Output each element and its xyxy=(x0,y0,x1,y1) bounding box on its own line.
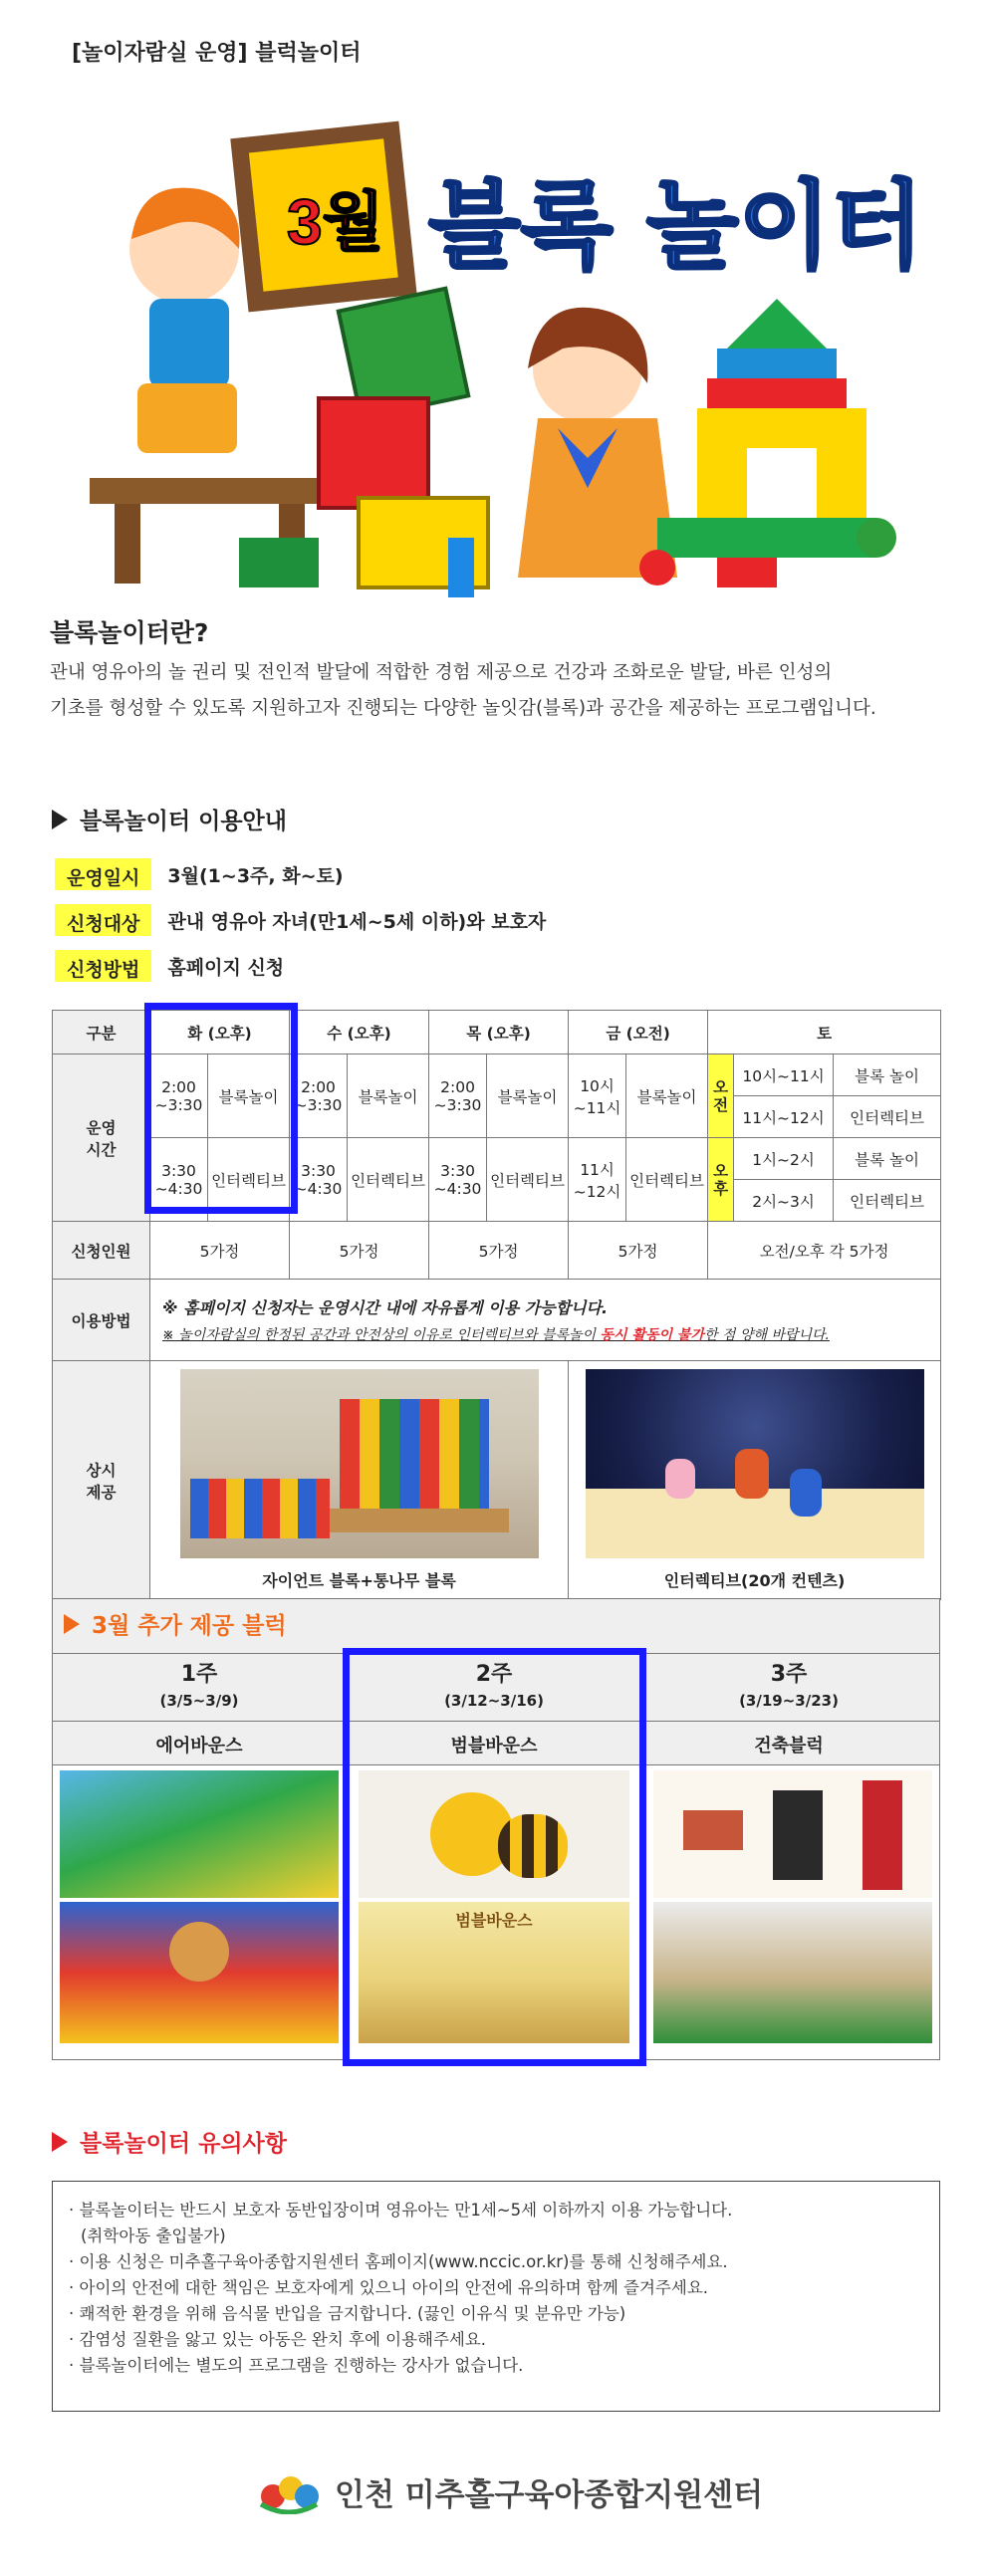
week-dates: (3/5~3/9) xyxy=(159,1692,239,1710)
activity-cell: 인터렉티브 xyxy=(487,1138,569,1222)
time-cell: 2시~3시 xyxy=(734,1180,834,1222)
note-text: 감염성 질환을 앓고 있는 아동은 완치 후에 이용해주세요. xyxy=(79,2330,487,2349)
info-row-method xyxy=(55,946,284,986)
time-cell: 3:30 ~4:30 xyxy=(150,1138,208,1222)
note-item: · 블록놀이터에는 별도의 프로그램을 진행하는 강사가 없습니다. xyxy=(69,2356,524,2375)
row-label-usage: 이용방법 xyxy=(53,1280,150,1361)
air-bounce-photo-2 xyxy=(60,1902,339,2043)
info-value: 홈페이지 신청 xyxy=(167,956,285,979)
week-dates: (3/19~3/23) xyxy=(739,1692,839,1710)
usage-warning: 동시 활동이 불가 xyxy=(600,1327,704,1343)
header-tue: 화 (오후) xyxy=(150,1011,290,1054)
extra-title: 3월 추가 제공 블럭 xyxy=(92,1613,287,1639)
note-text: 아이의 안전에 대한 책임은 보호자에게 있으니 아이의 안전에 유의하며 함께 즐겨주세요. xyxy=(79,2278,708,2297)
guide-heading xyxy=(52,803,287,835)
activity-cell: 블록 놀이 xyxy=(834,1138,941,1180)
interactive-photo xyxy=(586,1369,924,1558)
org-name: 인천 미추홀구육아종합지원센터 xyxy=(335,2477,764,2513)
hero-title: 블록 놀이터 xyxy=(428,170,924,282)
permanent-caption: 자이언트 블록+통나무 블록 xyxy=(262,1571,456,1590)
time-cell: 10시~11시 xyxy=(734,1054,834,1096)
header-thu: 목 (오후) xyxy=(429,1011,569,1054)
about-line-1: 관내 영유아의 놀 권리 및 전인적 발달에 적합한 경험 제공으로 건강과 조화로운 발달, 바른 인성의 xyxy=(50,662,833,683)
capacity-cell: 5가정 xyxy=(290,1222,429,1280)
permanent-giant-block xyxy=(150,1361,569,1600)
note-item xyxy=(69,2224,923,2249)
hero-illustration xyxy=(60,100,936,617)
activity-cell: 인터렉티브 xyxy=(834,1180,941,1222)
time-cell: 3:30 ~4:30 xyxy=(429,1138,487,1222)
page-title: [놀이자람실 운영] 블럭놀이터 xyxy=(72,41,362,66)
note-text: 쾌적한 환경을 위해 음식물 반입을 금지합니다. (끓인 이유식 및 분유만 가능) xyxy=(79,2304,626,2323)
note-item: · 쾌적한 환경을 위해 음식물 반입을 금지합니다. (끓인 이유식 및 분유만 가능) xyxy=(69,2304,626,2323)
info-value: 3월(1~3주, 화~토) xyxy=(167,864,344,887)
activity-cell: 블록 놀이 xyxy=(834,1054,941,1096)
note-text: 블록놀이터에는 별도의 프로그램을 진행하는 강사가 없습니다. xyxy=(79,2356,524,2375)
activity-cell: 인터렉티브 xyxy=(348,1138,429,1222)
usage-line-2 xyxy=(162,1324,940,1344)
row-label-capacity: 신청인원 xyxy=(53,1222,150,1280)
header-wed: 수 (오후) xyxy=(290,1011,429,1054)
triangle-icon xyxy=(52,810,68,829)
time-cell: 1시~2시 xyxy=(734,1138,834,1180)
building-block-photo-1 xyxy=(653,1770,932,1898)
activity-cell: 블록놀이 xyxy=(626,1054,708,1138)
week2-highlight-frame xyxy=(343,1648,646,2066)
capacity-cell: 5가정 xyxy=(150,1222,290,1280)
time-cell: 2:00 ~3:30 xyxy=(429,1054,487,1138)
bumble-banner-text: 범블바운스 xyxy=(455,1911,533,1930)
about-line-2: 기초를 형성할 수 있도록 지원하고자 진행되는 다양한 놀잇감(블록)과 공간을 제공하는 프로그램입니다. xyxy=(50,698,876,719)
table-row xyxy=(53,1280,941,1361)
capacity-cell: 5가정 xyxy=(569,1222,708,1280)
note-text: 블록놀이터는 반드시 보호자 동반입장이며 영유아는 만1세~5세 이하까지 이용 가능합니다. xyxy=(79,2201,733,2220)
notes-box xyxy=(52,2181,940,2412)
week-3-header xyxy=(641,1657,936,1710)
footer xyxy=(257,2469,763,2514)
note-text: 이용 신청은 미추홀구육아종합지원센터 홈페이지(www.nccic.or.kr)를 통해 신청해주세요. xyxy=(79,2252,728,2271)
info-row-target xyxy=(55,900,546,940)
usage-text: 한 점 양해 바랍니다. xyxy=(703,1327,830,1343)
usage-text: ※ 놀이자람실의 한정된 공간과 안전상의 이유로 인터렉티브와 블록놀이 xyxy=(162,1327,601,1343)
activity-cell: 인터렉티브 xyxy=(626,1138,708,1222)
time-cell: 10시 ~11시 xyxy=(569,1054,626,1138)
week-label: 3주 xyxy=(770,1662,808,1687)
info-label: 운영일시 xyxy=(55,858,151,890)
info-row-date xyxy=(55,854,344,894)
usage-cell xyxy=(150,1280,941,1361)
week-1-name: 에어바운스 xyxy=(155,1736,243,1756)
triangle-icon xyxy=(52,2132,68,2152)
activity-cell: 블록놀이 xyxy=(348,1054,429,1138)
info-label: 신청대상 xyxy=(55,904,151,936)
giant-block-photo xyxy=(180,1369,539,1558)
time-cell: 3:30 ~4:30 xyxy=(290,1138,348,1222)
header-fri: 금 (오전) xyxy=(569,1011,708,1054)
pm-badge: 오 후 xyxy=(708,1138,734,1222)
building-block-photo-2 xyxy=(653,1902,932,2043)
row-label-permanent: 상시 제공 xyxy=(53,1361,150,1600)
week-2-name: 범블바운스 xyxy=(450,1736,538,1756)
capacity-cell: 오전/오후 각 5가정 xyxy=(708,1222,941,1280)
week-label: 1주 xyxy=(180,1662,218,1687)
note-text: (취학아동 출입불가) xyxy=(81,2226,226,2245)
table-row xyxy=(53,1361,941,1600)
guide-title: 블록놀이터 이용안내 xyxy=(80,809,287,834)
am-badge: 오 전 xyxy=(708,1054,734,1138)
usage-line-1: ※ 홈페이지 신청자는 운영시간 내에 자유롭게 이용 가능합니다. xyxy=(162,1298,609,1317)
row-label-hours: 운영 시간 xyxy=(53,1054,150,1222)
info-label: 신청방법 xyxy=(55,950,151,982)
note-item: · 아이의 안전에 대한 책임은 보호자에게 있으니 아이의 안전에 유의하며 함께 즐겨주세요. xyxy=(69,2278,708,2297)
note-item: · 블록놀이터는 반드시 보호자 동반입장이며 영유아는 만1세~5세 이하까지 이용 가능합니다. xyxy=(69,2201,733,2220)
about-title: 블록놀이터란? xyxy=(50,618,209,647)
week-label: 2주 xyxy=(475,1662,513,1687)
week-1-header xyxy=(52,1657,347,1710)
time-cell: 11시 ~12시 xyxy=(569,1138,626,1222)
table-row xyxy=(53,1222,941,1280)
hero-month: 3월 xyxy=(287,186,384,258)
notes-title: 블록놀이터 유의사항 xyxy=(80,2131,287,2157)
header-category: 구분 xyxy=(53,1011,150,1054)
week-dates: (3/12~3/16) xyxy=(444,1692,544,1710)
week-3-name: 건축블럭 xyxy=(754,1736,824,1756)
time-cell: 2:00 ~3:30 xyxy=(150,1054,208,1138)
activity-cell: 블록놀이 xyxy=(487,1054,569,1138)
air-bounce-photo-1 xyxy=(60,1770,339,1898)
extra-heading xyxy=(64,1607,287,1640)
triangle-icon xyxy=(64,1614,80,1634)
time-cell: 11시~12시 xyxy=(734,1096,834,1138)
note-item: · 감염성 질환을 앓고 있는 아동은 완치 후에 이용해주세요. xyxy=(69,2330,487,2349)
notes-heading xyxy=(52,2125,287,2158)
permanent-caption: 인터렉티브(20개 컨텐츠) xyxy=(663,1571,846,1590)
permanent-interactive xyxy=(569,1361,941,1600)
activity-cell: 인터렉티브 xyxy=(834,1096,941,1138)
capacity-cell: 5가정 xyxy=(429,1222,569,1280)
activity-cell: 블록놀이 xyxy=(208,1054,290,1138)
time-cell: 2:00 ~3:30 xyxy=(290,1054,348,1138)
tuesday-highlight-frame xyxy=(144,1003,298,1214)
org-logo-icon xyxy=(257,2470,321,2514)
note-item: · 이용 신청은 미추홀구육아종합지원센터 홈페이지(www.nccic.or.kr)를 통해 신청해주세요. xyxy=(69,2252,728,2271)
info-value: 관내 영유아 자녀(만1세~5세 이하)와 보호자 xyxy=(167,910,547,933)
activity-cell: 인터렉티브 xyxy=(208,1138,290,1222)
header-sat: 토 xyxy=(708,1011,941,1054)
